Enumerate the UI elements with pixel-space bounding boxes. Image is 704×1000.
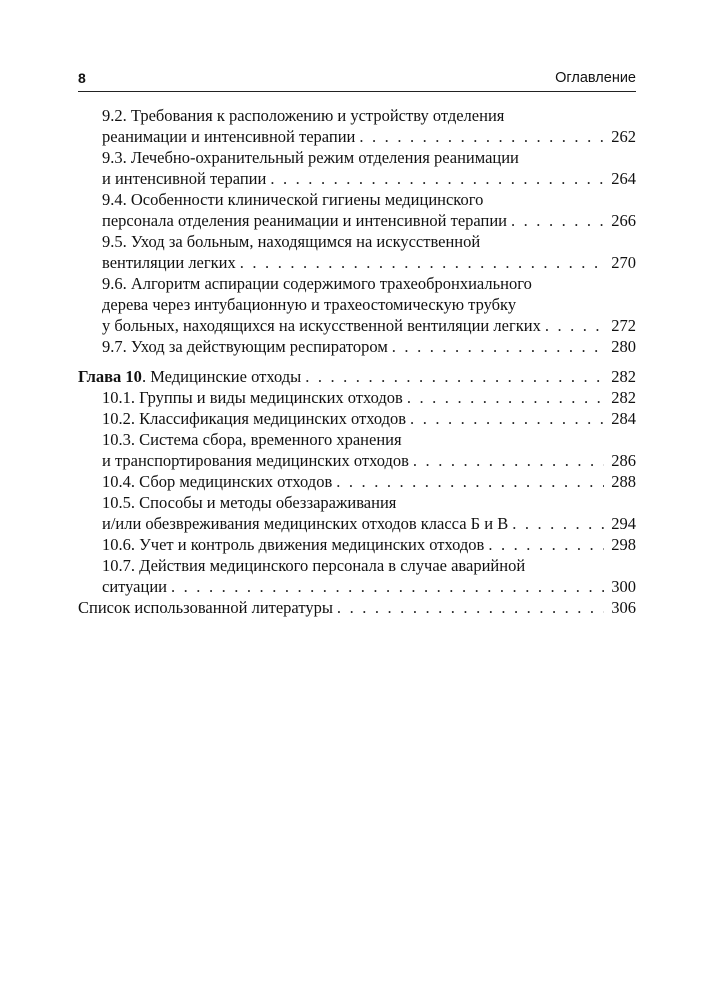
toc-entry-last-line bbox=[102, 315, 636, 336]
toc-entry-title: и транспортирования медицинских отходов bbox=[102, 451, 409, 470]
toc-entry-title: и/или обезвреживания медицинских отходов класса Б и В bbox=[102, 514, 509, 533]
toc-page-number: 300 bbox=[611, 577, 636, 596]
toc-page-number: 270 bbox=[611, 253, 636, 272]
toc-entry-text: 9.2. Требования к расположению и устройству отделения bbox=[102, 106, 505, 125]
toc-entry-last-line bbox=[102, 534, 636, 555]
toc-entry-text: дерева через интубационную и трахеостомическую трубку bbox=[102, 295, 517, 314]
toc-entry[interactable] bbox=[78, 471, 636, 492]
header-rule bbox=[78, 91, 636, 92]
toc-entry-text: 9.4. Особенности клинической гигиены медицинского bbox=[102, 190, 484, 209]
toc-entry-title: 9.7. Уход за действующим респиратором bbox=[102, 337, 388, 356]
toc-page-number: 280 bbox=[611, 337, 636, 356]
dot-leader bbox=[171, 576, 604, 597]
toc-entry[interactable] bbox=[78, 387, 636, 408]
dot-leader bbox=[337, 597, 604, 618]
chapter-label: Глава 10 bbox=[78, 367, 142, 386]
toc-entry-text bbox=[102, 450, 409, 471]
dot-leader bbox=[488, 534, 604, 555]
toc-page-number: 264 bbox=[611, 169, 636, 188]
toc-entry-last-line bbox=[102, 408, 636, 429]
toc-page-number: 266 bbox=[611, 211, 636, 230]
dot-leader bbox=[359, 126, 604, 147]
toc-entry-last-line bbox=[102, 471, 636, 492]
toc-entry-text: 9.6. Алгоритм аспирации содержимого трахеобронхиального bbox=[102, 274, 532, 293]
toc-entry-text bbox=[102, 126, 355, 147]
toc-entry-text bbox=[78, 597, 333, 618]
toc-entry-last-line bbox=[102, 387, 636, 408]
toc-entry-text bbox=[102, 252, 236, 273]
toc-entry[interactable] bbox=[78, 336, 636, 357]
dot-leader bbox=[512, 513, 604, 534]
toc-page-number: 286 bbox=[611, 451, 636, 470]
toc-entry-last-line bbox=[102, 576, 636, 597]
dot-leader bbox=[240, 252, 604, 273]
page-header bbox=[78, 68, 636, 88]
toc-entry-last-line bbox=[102, 126, 636, 147]
toc-entry-text: 9.3. Лечебно-охранительный режим отделения реанимации bbox=[102, 148, 519, 167]
toc-entry[interactable] bbox=[78, 492, 636, 534]
toc-entry[interactable] bbox=[78, 231, 636, 273]
toc-entry-title: 10.1. Группы и виды медицинских отходов bbox=[102, 388, 403, 407]
toc-entry-last-line bbox=[102, 513, 636, 534]
toc-entry-title: 10.6. Учет и контроль движения медицинских отходов bbox=[102, 535, 485, 554]
toc-entry-title: 10.4. Сбор медицинских отходов bbox=[102, 472, 333, 491]
toc-entry-last-line bbox=[102, 168, 636, 189]
toc-entry-text: 10.7. Действия медицинского персонала в случае аварийной bbox=[102, 556, 526, 575]
dot-leader bbox=[413, 450, 604, 471]
toc-entry[interactable] bbox=[78, 189, 636, 231]
toc-entry-title: у больных, находящихся на искусственной вентиляции легких bbox=[102, 316, 541, 335]
chapter-gap bbox=[78, 357, 636, 366]
dot-leader bbox=[410, 408, 604, 429]
toc-page-number: 282 bbox=[611, 388, 636, 407]
toc-entry-text bbox=[102, 210, 507, 231]
toc-entry-title: Список использованной литературы bbox=[78, 598, 333, 617]
toc-entry[interactable] bbox=[78, 366, 636, 387]
dot-leader bbox=[511, 210, 604, 231]
dot-leader bbox=[336, 471, 604, 492]
toc-entry-text bbox=[102, 336, 388, 357]
dot-leader bbox=[407, 387, 604, 408]
toc-entry-last-line bbox=[102, 336, 636, 357]
toc-entry[interactable] bbox=[78, 147, 636, 189]
dot-leader bbox=[392, 336, 604, 357]
toc-entry-text: 10.3. Система сбора, временного хранения bbox=[102, 430, 402, 449]
page-number: 8 bbox=[78, 70, 86, 86]
toc-entry[interactable] bbox=[78, 105, 636, 147]
toc-entry-text bbox=[102, 513, 508, 534]
toc-page-number: 294 bbox=[611, 514, 636, 533]
toc-entry-title: 10.2. Классификация медицинских отходов bbox=[102, 409, 407, 428]
toc-entry-title: . Медицинские отходы bbox=[141, 367, 302, 386]
dot-leader bbox=[270, 168, 604, 189]
toc-entry-last-line bbox=[102, 450, 636, 471]
toc-entry-last-line bbox=[78, 366, 636, 387]
toc-page-number: 282 bbox=[611, 367, 636, 386]
toc-entry-text bbox=[102, 168, 266, 189]
toc-entry-last-line bbox=[102, 210, 636, 231]
toc-entry[interactable] bbox=[78, 555, 636, 597]
toc-entry-text bbox=[102, 471, 332, 492]
toc-entry-text bbox=[78, 366, 301, 387]
toc-entry-title: и интенсивной терапии bbox=[102, 169, 267, 188]
toc-entry-last-line bbox=[102, 252, 636, 273]
toc-entry-last-line bbox=[78, 597, 636, 618]
toc-page-number: 262 bbox=[611, 127, 636, 146]
table-of-contents bbox=[78, 105, 636, 618]
toc-entry-title: вентиляции легких bbox=[102, 253, 236, 272]
toc-entry[interactable] bbox=[78, 597, 636, 618]
toc-entry-text bbox=[102, 387, 403, 408]
toc-entry-text: 10.5. Способы и методы обеззараживания bbox=[102, 493, 397, 512]
toc-entry-title: реанимации и интенсивной терапии bbox=[102, 127, 356, 146]
toc-entry-title: персонала отделения реанимации и интенсивной терапии bbox=[102, 211, 507, 230]
toc-entry[interactable] bbox=[78, 273, 636, 336]
toc-page-number: 298 bbox=[611, 535, 636, 554]
toc-entry[interactable] bbox=[78, 429, 636, 471]
toc-entry[interactable] bbox=[78, 534, 636, 555]
running-title: Оглавление bbox=[555, 70, 636, 86]
toc-entry-text: 9.5. Уход за больным, находящимся на искусственной bbox=[102, 232, 481, 251]
toc-entry-text bbox=[102, 408, 406, 429]
toc-page-number: 272 bbox=[611, 316, 636, 335]
toc-page-number: 306 bbox=[611, 598, 636, 617]
toc-entry-text bbox=[102, 315, 541, 336]
dot-leader bbox=[305, 366, 604, 387]
toc-entry-title: ситуации bbox=[102, 577, 167, 596]
toc-entry[interactable] bbox=[78, 408, 636, 429]
toc-entry-text bbox=[102, 576, 167, 597]
toc-page-number: 288 bbox=[611, 472, 636, 491]
dot-leader bbox=[545, 315, 604, 336]
toc-page-number: 284 bbox=[611, 409, 636, 428]
toc-entry-text bbox=[102, 534, 484, 555]
